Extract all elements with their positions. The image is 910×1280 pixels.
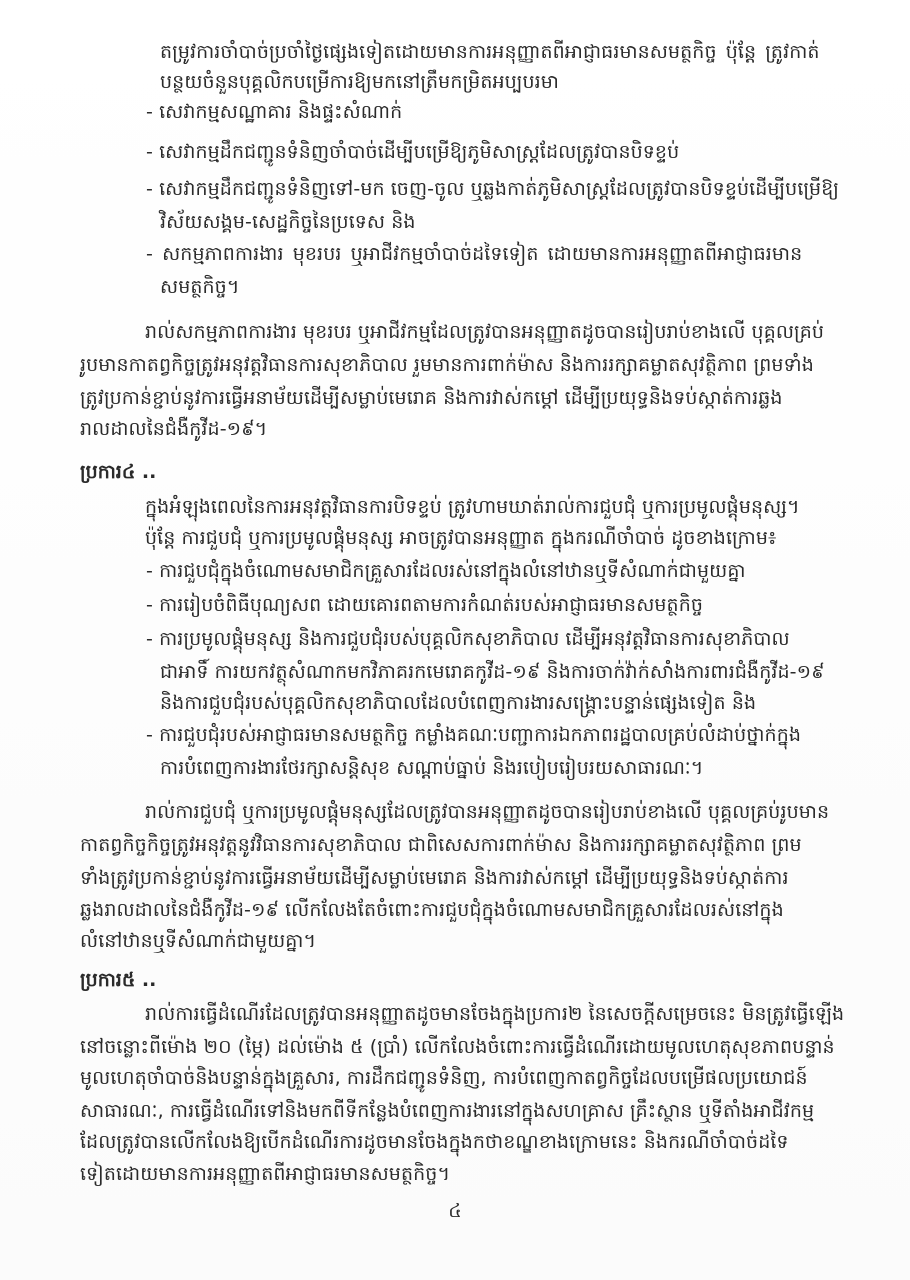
- article-4-bullet-2: - ការរៀបចំពិធីបុណ្យសព ដោយគោរពតាមការកំណត់របស់អាជ្ញាធរមានសមត្ថកិច្ច: [146, 594, 704, 616]
- article-5-para-line-3: មូលហេតុចាំបាច់និងបន្ទាន់ក្នុងគ្រួសារ, ការដឹកជញ្ជូនទំនិញ, ការបំពេញកាតព្វកិច្ចដែលបម្រើផលប្រយោជន៍: [80, 1067, 808, 1089]
- article-4-bullet-3-line-1: - ការប្រមូលផ្ដុំមនុស្ស និងការជួបជុំរបស់បុគ្គលិកសុខាភិបាល ដើម្បីអនុវត្តវិធានការសុខាភិបាល: [146, 628, 790, 650]
- article-5-para-line-6: ទៀតដោយមានការអនុញ្ញាតពីអាជ្ញាធរមានសមត្ថកិច្ច។: [80, 1163, 451, 1185]
- article-5-para-line-2: នៅចន្លោះពីម៉ោង ២០ (ម្ភៃ) ដល់ម៉ោង ៥ (ប្រាំ) លើកលែងចំពោះការធ្វើដំណើរដោយមូលហេតុសុខភាពបន្ទាន់: [80, 1036, 835, 1058]
- article-4-bullet-1: - ការជួបជុំក្នុងចំណោមសមាជិកគ្រួសារដែលរស់នៅក្នុងលំនៅឋានឬទីសំណាក់ជាមួយគ្នា: [146, 560, 746, 582]
- article-4-bullet-3-line-2: ជាអាទិ៍ ការយកវត្ថុសំណាកមកវិភាគរកមេរោគកូវីដ-១៩ និងការចាក់វ៉ាក់សាំងការពារជំងឺកូវីដ-១៩: [160, 661, 825, 683]
- para-1-line-1: រាល់សកម្មភាពការងារ មុខរបរ ឬអាជីវកម្មដែលត្រូវបានអនុញ្ញាតដូចបានរៀបរាប់ខាងលើ បុគ្គលគ្រប់: [145, 321, 825, 343]
- intro-line-2: បន្ថយចំនួនបុគ្គលិកបម្រើការឱ្យមកនៅត្រឹមកម្រិតអប្បបរមា: [160, 71, 559, 93]
- article-5-para-line-4: សាធារណៈ, ការធ្វើដំណើរទៅនិងមកពីទីកន្លែងបំពេញការងារនៅក្នុងសហគ្រាស គ្រឹះស្ថាន ឬទីតាំងអាជីវកម្ម: [80, 1100, 815, 1122]
- article-4-heading: ប្រការ៤ ..: [80, 461, 157, 483]
- bullet-a-2: - សេវាកម្មដឹកជញ្ជូនទំនិញចាំបាច់ដើម្បីបម្រើឱ្យភូមិសាស្ត្រដែលត្រូវបានបិទខ្ទប់: [146, 141, 680, 163]
- article-4-bullet-4-line-1: - ការជួបជុំរបស់អាជ្ញាធរមានសមត្ថកិច្ច កម្លាំងគណៈបញ្ជាការឯកភាពរដ្ឋបាលគ្រប់លំដាប់ថ្នាក់ក្នុង: [146, 724, 802, 746]
- article-4-intro-line-1: ក្នុងអំឡុងពេលនៃការអនុវត្តវិធានការបិទខ្ទប់ ត្រូវហាមឃាត់រាល់ការជួបជុំ ឬការប្រមូលផ្ដុំមនុស្ស។: [145, 496, 800, 518]
- article-5-heading: ប្រការ៥ ..: [80, 969, 157, 991]
- bullet-a-1: - សេវាកម្មសណ្ឋាគារ និងផ្ទះសំណាក់: [146, 101, 403, 123]
- article-4-para-line-4: ឆ្លងរាលដាលនៃជំងឺកូវីដ-១៩ លើកលែងតែចំពោះការជួបជុំក្នុងចំណោមសមាជិកគ្រួសារដែលរស់នៅក្នុង: [80, 899, 784, 921]
- article-4-para-line-5: លំនៅឋានឬទីសំណាក់ជាមួយគ្នា។: [80, 930, 317, 952]
- article-4-intro-line-2: ប៉ុន្តែ ការជួបជុំ ឬការប្រមូលផ្ដុំមនុស្ស អាចត្រូវបានអនុញ្ញាត ក្នុងករណីចាំបាច់ ដូចខាងក្រោម៖: [145, 527, 777, 549]
- bullet-a-4-line-1: - សកម្មភាពការងារ មុខរបរ ឬអាជីវកម្មចាំបាច់ដទៃទៀត ដោយមានការអនុញ្ញាតពីអាជ្ញាធរមាន: [146, 243, 803, 265]
- article-4-bullet-4-line-2: ការបំពេញការងារថែរក្សាសន្តិសុខ សណ្តាប់ធ្នាប់ និងរបៀបរៀបរយសាធារណៈ។: [160, 757, 704, 779]
- bullet-a-3-line-1: - សេវាកម្មដឹកជញ្ជូនទំនិញទៅ-មក ចេញ-ចូល ឬឆ្លងកាត់ភូមិសាស្ត្រដែលត្រូវបានបិទខ្ទប់ដើម្បីបម្រើឱ្យ: [146, 178, 840, 200]
- article-5-para-line-5: ដែលត្រូវបានលើកលែងឱ្យបើកដំណើរការដូចមានចែងក្នុងកថាខណ្ឌខាងក្រោមនេះ និងករណីចាំបាច់ដទៃ: [80, 1131, 789, 1153]
- bullet-a-4-line-2: សមត្ថកិច្ច។: [160, 276, 240, 298]
- page-number: ៤: [448, 1200, 462, 1222]
- article-4-bullet-3-line-3: និងការជួបជុំរបស់បុគ្គលិកសុខាភិបាលដែលបំពេញការងារសង្គ្រោះបន្ទាន់ផ្សេងទៀត និង: [160, 692, 757, 714]
- para-1-line-3: ត្រូវប្រកាន់ខ្ជាប់នូវការធ្វើអនាម័យដើម្បីសម្លាប់មេរោគ និងការវាស់កម្ដៅ ដើម្បីប្រយុទ្ធនិងទប់ស្កាត់ការឆ្លង: [80, 387, 783, 409]
- para-1-line-4: រាលដាលនៃជំងឺកូវីដ-១៩។: [80, 418, 268, 440]
- article-4-para-line-2: កាតព្វកិច្ចកិច្ចត្រូវអនុវត្តនូវវិធានការសុខាភិបាល ជាពិសេសការពាក់ម៉ាស និងការរក្សាគម្លាតសុវត្ថិភាព ព្រម: [80, 834, 802, 856]
- article-5-para-line-1: រាល់ការធ្វើដំណើរដែលត្រូវបានអនុញ្ញាតដូចមានចែងក្នុងប្រការ២ នៃសេចក្ដីសម្រេចនេះ មិនត្រូវធ្វើឡើង: [145, 1003, 845, 1025]
- article-4-para-line-1: រាល់ការជួបជុំ ឬការប្រមូលផ្ដុំមនុស្សដែលត្រូវបានអនុញ្ញាតដូចបានរៀបរាប់ខាងលើ បុគ្គលគ្រប់រូបមាន: [145, 801, 830, 823]
- bullet-a-3-line-2: វិស័យសង្គម-សេដ្ឋកិច្ចនៃប្រទេស និង: [160, 211, 416, 233]
- para-1-line-2: រូបមានកាតព្វកិច្ចត្រូវអនុវត្តវិធានការសុខាភិបាល រួមមានការពាក់ម៉ាស និងការរក្សាគម្លាតសុវត្ថិភាព ព្រមទាំង: [80, 354, 814, 376]
- intro-line-1: តម្រូវការចាំបាច់ប្រចាំថ្ងៃផ្សេងទៀតដោយមានការអនុញ្ញាតពីអាជ្ញាធរមានសមត្ថកិច្ច ប៉ុន្តែ ត្រូវកាត់: [160, 41, 820, 63]
- article-4-para-line-3: ទាំងត្រូវប្រកាន់ខ្ជាប់នូវការធ្វើអនាម័យដើម្បីសម្លាប់មេរោគ និងការវាស់កម្ដៅ ដើម្បីប្រយុទ្ធនិងទប់ស្កាត់ការ: [80, 867, 789, 889]
